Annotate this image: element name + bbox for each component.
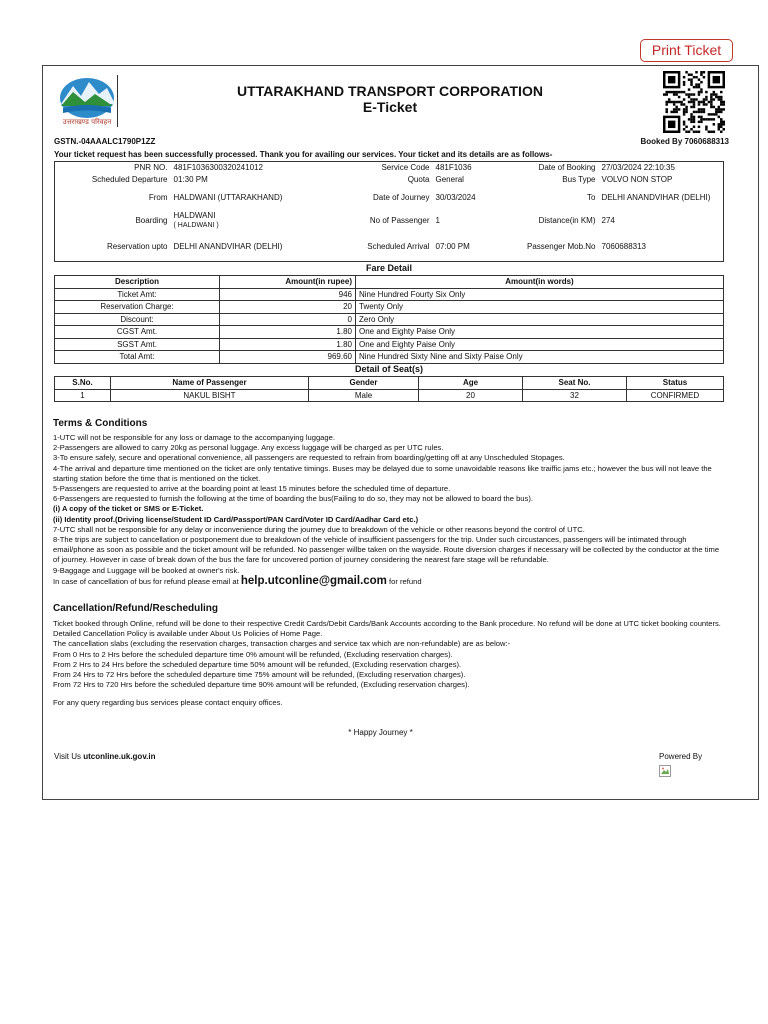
terms-item: 8-The trips are subject to cancellation or postponement due to breakdown of the vehicle of insufficient passengers for the trip. Under such circustances, passengers will be intimated through email/phone as soon as possible and the ticket amount will be refunded. No passenger willbe taken on the wayside. Route diversion charges if necessary will be collected by the conductor at the time of journey. However in case of break down of the bus the fare for uncovered portion of journey considering the nearest fare stage will be refundable. [53,535,720,565]
departure-label: Scheduled Departure [91,175,168,185]
terms-item: 3-To ensure safely, secure and operational convenience, all passengers are requested to refrain from boarding/getting off at any Unscheduled Stopages. [53,453,565,463]
boarding-label: Boarding [135,216,168,226]
seat-header: Gender [309,377,419,390]
fare-desc: SGST Amt. [55,338,220,351]
refund-email-line [53,576,725,587]
passengers-label: No of Passenger [369,216,430,226]
from-value: HALDWANI (UTTARAKHAND) [173,192,283,202]
website-link[interactable]: utconline.uk.gov.in [83,752,156,761]
cancellation-line: Ticket booked through Online, refund will be done to their respective Credit Cards/Debit Cards/Bank Accounts according to the Bank procedure. No refund will be done at UTC ticket booking counters. [53,619,721,628]
bus-type-label: Bus Type [562,175,596,185]
pnr-label: PNR NO. [134,163,168,173]
seat-header: Status [627,377,724,390]
fare-row [55,338,724,351]
fare-row [55,313,724,326]
fare-amount: 20 [220,301,356,314]
quota-label: Quota [407,175,430,185]
seat-table [54,376,724,402]
fare-words: One and Eighty Paise Only [356,326,724,339]
terms-section [53,418,725,587]
seat-status: CONFIRMED [627,389,724,402]
info-row [55,162,724,175]
terms-item: 2-Passengers are allowed to carry 20kg as personal luggage. Any excess luggage will be charged as per UTC rules. [53,443,444,453]
terms-item: 7-UTC shall not be responsible for any delay or inconvenience during the journey due to breakdown of the vehicle or other reasons beyond the control of UTC. [53,524,585,534]
pnr-value: 481F1036300320241012 [173,163,263,173]
cancellation-section [53,603,725,709]
header-divider [117,75,118,127]
qr-code-icon [663,71,725,133]
passengers-value: 1 [435,216,440,226]
boarding-value: HALDWANI [173,211,216,221]
fare-amount: 1.80 [220,326,356,339]
info-row [55,209,724,234]
fare-header-row [55,276,724,289]
seat-header: Name of Passenger [111,377,309,390]
print-ticket-button[interactable]: Print Ticket [640,39,733,62]
distance-value: 274 [601,216,615,226]
cancellation-title: Cancellation/Refund/Rescheduling [53,603,219,614]
journey-info-table [54,161,724,262]
gstn-number: GSTN.-04AAALC1790P1ZZ [54,137,156,146]
terms-item: 6-Passengers are requested to furnish the following at the time of boarding the bus(Failing to do so, they may not be allowed to board the bus). [53,494,533,504]
seat-row [55,389,724,402]
happy-journey: * Happy Journey * [348,728,413,737]
boarding-sub: ( HALDWANI ) [173,222,219,230]
info-row [55,174,724,186]
booked-by: Booked By 7060688313 [640,137,729,146]
booking-date-label: Date of Booking [538,163,596,173]
refund-email[interactable]: help.utconline@gmail.com [240,574,387,587]
fare-words: Twenty Only [356,301,724,314]
reservation-upto-label: Reservation upto [107,242,168,252]
visit-us [54,752,156,761]
fare-amount: 946 [220,288,356,301]
fare-desc: Reservation Charge: [55,301,220,314]
departure-value: 01:30 PM [173,175,208,185]
fare-desc: Ticket Amt: [55,288,220,301]
success-notice: Your ticket request has been successfully processed. Thank you for availing our services. Your ticket and its details are as follows- [54,150,553,159]
arrival-label: Scheduled Arrival [367,242,430,252]
broken-image-icon [659,765,671,777]
fare-header: Description [55,276,220,289]
terms-item: (ii) Identity proof.(Driving license/Student ID Card/Passport/PAN Card/Voter ID Card/Aadhar Card etc.) [53,514,419,524]
from-label: From [148,192,168,202]
fare-amount: 969.60 [220,351,356,364]
fare-desc: Discount: [55,313,220,326]
terms-item: 1-UTC will not be responsible for any loss or damage to the accompanying luggage. [53,433,335,442]
mobile-value: 7060688313 [601,242,646,252]
fare-amount: 1.80 [220,338,356,351]
fare-detail-title: Fare Detail [365,263,413,273]
quota-value: General [435,175,464,185]
cancellation-line: From 24 Hrs to 72 Hrs before the scheduled departure time 75% amount will be refunded, (Excluding reservation charges). [53,670,466,680]
to-value: DELHI ANANDVIHAR (DELHI) [601,192,711,202]
cancellation-line: The cancellation slabs (excluding the reservation charges, transaction charges and service tax which are non-refundable) are as below:- [53,639,511,649]
fare-row [55,351,724,364]
seat-header: Seat No. [523,377,627,390]
seat-sno: 1 [55,389,111,402]
boarding-cell [171,209,299,234]
utc-logo-icon [57,76,117,128]
fare-words: Nine Hundred Fourty Six Only [356,288,724,301]
doc-type: E-Ticket [362,99,418,115]
passenger-gender: Male [309,389,419,402]
service-code-value: 481F1036 [435,163,472,173]
cancellation-line: Detailed Cancellation Policy is available under About Us Policies of Home Page. [53,629,323,639]
cancellation-line: From 72 Hrs to 720 Hrs before the scheduled departure time 90% amount will be refunded, (Excluding reservation charges). [53,680,470,690]
seat-header: S.No. [55,377,111,390]
arrival-value: 07:00 PM [435,242,470,252]
passenger-age: 20 [419,389,523,402]
email-prefix: In case of cancellation of bus for refund please email at [53,576,239,586]
terms-title: Terms & Conditions [53,418,148,429]
fare-table [54,275,724,364]
seat-detail-title: Detail of Seat(s) [354,364,423,374]
fare-words: Zero Only [356,313,724,326]
email-suffix: for refund [389,576,422,586]
fare-words: Nine Hundred Sixty Nine and Sixty Paise Only [356,351,724,364]
org-name: UTTARAKHAND TRANSPORT CORPORATION [237,83,543,99]
fare-words: One and Eighty Paise Only [356,338,724,351]
seat-header: Age [419,377,523,390]
logo-text: उत्तराखण्ड परिवहन [62,118,112,126]
fare-row [55,288,724,301]
bus-type-value: VOLVO NON STOP [601,175,673,185]
fare-amount: 0 [220,313,356,326]
distance-label: Distance(in KM) [538,216,596,226]
journey-date-value: 30/03/2024 [435,192,476,202]
cancellation-line: From 2 Hrs to 24 Hrs before the scheduled departure time 50% amount will be refunded, (Excluding reservation charges). [53,659,462,669]
seat-number: 32 [523,389,627,402]
fare-header: Amount(in rupee) [220,276,356,289]
mobile-label: Passenger Mob.No [527,242,596,252]
fare-row [55,301,724,314]
fare-desc: Total Amt: [55,351,220,364]
cancellation-line: From 0 Hrs to 2 Hrs before the scheduled departure time 0% amount will be refunded, (Excluding reservation charges). [53,649,453,659]
seat-header-row [55,377,724,390]
reservation-upto-value: DELHI ANANDVIHAR (DELHI) [173,242,283,252]
enquiry-line: For any query regarding bus services please contact enquiry offices. [53,698,283,708]
to-label: To [587,192,596,202]
fare-desc: CGST Amt. [55,326,220,339]
passenger-name: NAKUL BISHT [111,389,309,402]
terms-item: 4-The arrival and departure time mentioned on the ticket are only tentative timings. Buses may be delayed due to some unavoidable reasons like traiffic jams etc.; however the bus will not leave the starting station before the time that is mentioned on the ticket. [53,463,712,483]
service-code-label: Service Code [381,163,430,173]
journey-date-label: Date of Journey [373,192,430,202]
terms-item: 9-Baggage and Luggage will be booked at owner's risk. [53,565,240,575]
terms-item: 5-Passengers are requested to arrive at the boarding point at least 15 minutes before the scheduled time of departure. [53,484,451,494]
page-title [150,83,630,115]
terms-item: (i) A copy of the ticket or SMS or E-Ticket. [53,504,204,514]
info-row [55,187,724,210]
fare-header: Amount(in words) [356,276,724,289]
fare-row [55,326,724,339]
booking-date-value: 27/03/2024 22:10:35 [601,163,675,173]
powered-by: Powered By [659,752,703,761]
visit-prefix: Visit Us [54,752,81,761]
info-row [55,234,724,262]
